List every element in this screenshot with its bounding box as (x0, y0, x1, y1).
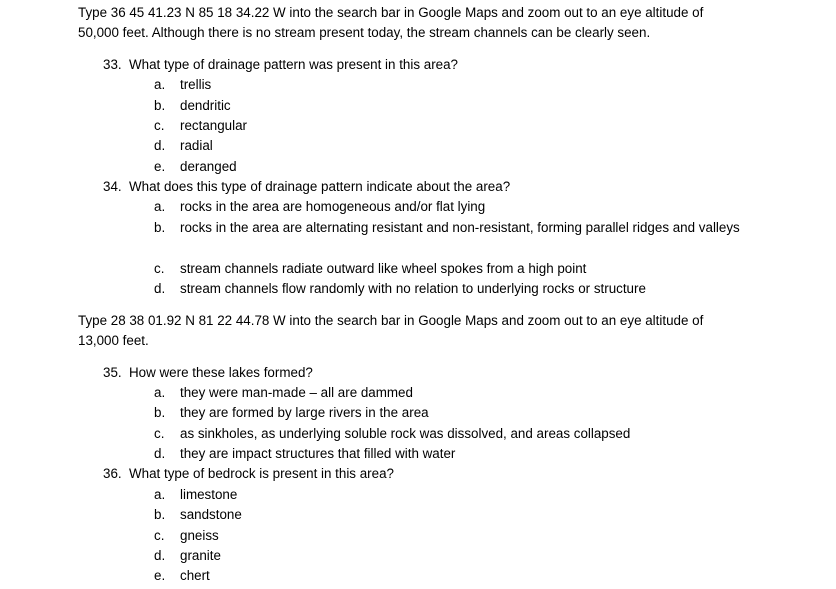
question-number: 34. (103, 179, 122, 194)
option-text: deranged (180, 159, 237, 174)
option-text: they are formed by large rivers in the area (180, 405, 429, 420)
option-letter: b. (154, 405, 166, 420)
option-text: limestone (180, 487, 238, 502)
question-number: 35. (103, 365, 122, 380)
option-text: sandstone (180, 507, 242, 522)
intro-paragraph-2: Type 28 38 01.92 N 81 22 44.78 W into the search bar in Google Maps and zoom out to an eye altitude of 13,000 feet. (78, 313, 704, 349)
question-text: What type of bedrock is present in this area? (129, 466, 394, 481)
option-letter: e. (154, 159, 166, 174)
option-letter: e. (154, 568, 166, 583)
option-letter: b. (154, 507, 166, 522)
option-letter: d. (154, 446, 166, 461)
option-text: chert (180, 568, 210, 583)
option-text: radial (180, 138, 213, 153)
question-36 (103, 464, 753, 484)
option-letter: b. (154, 98, 166, 113)
option-text: dendritic (180, 98, 231, 113)
intro-paragraph-1: Type 36 45 41.23 N 85 18 34.22 W into the search bar in Google Maps and zoom out to an eye altitude of 50,000 feet. Although there is no stream present today, the stream channels can be clearly seen. (78, 5, 704, 41)
option-letter: c. (154, 426, 165, 441)
question-number: 36. (103, 466, 122, 481)
option-text: gneiss (180, 528, 219, 543)
option-text: granite (180, 548, 221, 563)
option-text: stream channels flow randomly with no relation to underlying rocks or structure (180, 281, 646, 296)
option-letter: d. (154, 138, 166, 153)
option-text: as sinkholes, as underlying soluble rock was dissolved, and areas collapsed (180, 426, 631, 441)
option-letter: c. (154, 261, 165, 276)
option-text: trellis (180, 77, 212, 92)
option-letter: c. (154, 528, 165, 543)
option-text: rocks in the area are homogeneous and/or flat lying (180, 199, 486, 214)
option-letter: c. (154, 118, 165, 133)
option-text: they are impact structures that filled with water (180, 446, 456, 461)
option-letter: a. (154, 487, 166, 502)
option-letter: a. (154, 77, 166, 92)
question-number: 33. (103, 57, 122, 72)
option-text: rectangular (180, 118, 247, 133)
question-33 (103, 55, 753, 75)
option-letter: b. (154, 220, 166, 235)
option-letter: a. (154, 199, 166, 214)
question-text: What does this type of drainage pattern indicate about the area? (129, 179, 511, 194)
question-34 (103, 177, 753, 197)
option-letter: d. (154, 281, 166, 296)
option-letter: d. (154, 548, 166, 563)
question-text: How were these lakes formed? (129, 365, 313, 380)
option-letter: a. (154, 385, 166, 400)
question-35 (103, 363, 753, 383)
option-text: rocks in the area are alternating resistant and non-resistant, forming parallel ridges and valleys (180, 220, 740, 235)
question-text: What type of drainage pattern was present in this area? (129, 57, 459, 72)
option-text: stream channels radiate outward like wheel spokes from a high point (180, 261, 587, 276)
option-text: they were man-made – all are dammed (180, 385, 413, 400)
